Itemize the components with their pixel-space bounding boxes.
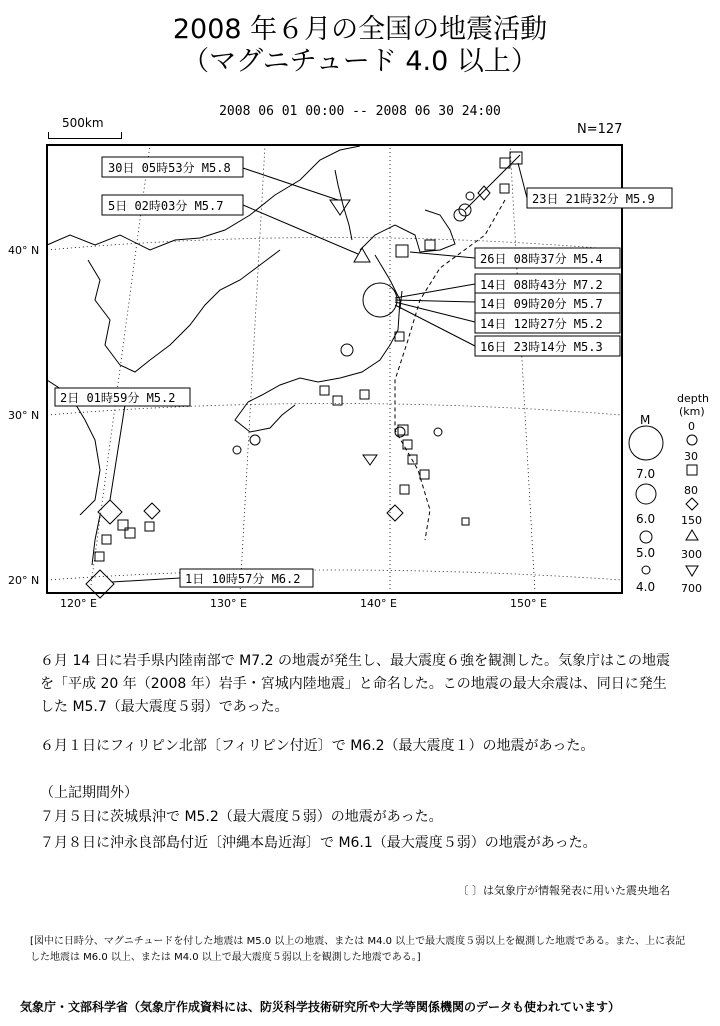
epicenter — [341, 344, 353, 356]
leader-line — [518, 163, 527, 198]
epicenter-square — [145, 522, 154, 531]
page-title: 2008 年６月の全国の地震活動 — [172, 14, 548, 45]
epicenter-square — [102, 535, 111, 544]
legend-inverted-triangle — [686, 566, 698, 576]
event-count: N=127 — [577, 122, 623, 137]
legend-depth-title: depth — [677, 392, 710, 405]
leader-line — [110, 405, 125, 500]
legend-depth-value: 300 — [681, 548, 702, 561]
epicenter-m72 — [363, 283, 397, 317]
legend-triangle — [686, 530, 698, 540]
page-subtitle: （マグニチュード 4.0 以上） — [182, 46, 538, 77]
legend-m-value: 6.0 — [636, 512, 656, 526]
legend-m-value: 4.0 — [636, 580, 656, 594]
epicenter — [466, 192, 474, 200]
callout-label: 16日 23時14分 M5.3 — [480, 340, 603, 354]
coast-kyushu — [235, 402, 295, 432]
lon-label: 120° E — [60, 597, 97, 610]
legend-depth-value: 80 — [684, 484, 698, 497]
coast-korea-east — [150, 250, 280, 360]
scale-label: 500km — [62, 116, 104, 130]
coast-honshu — [248, 255, 400, 402]
coast-kurils — [465, 155, 520, 210]
epicenter-diamond — [144, 503, 160, 519]
epicenter-diamond — [387, 505, 403, 521]
lat-label: 30° N — [8, 409, 40, 422]
lon-label: 140° E — [360, 597, 397, 610]
legend-diamond — [686, 498, 698, 510]
paragraph-okinoerabu: ７月８日に沖永良部島付近〔沖縄本島近海〕で M6.1（最大震度５弱）の地震があった。 — [40, 835, 597, 851]
legend-m7-circle — [629, 426, 663, 460]
epicenter-square — [400, 485, 409, 494]
callout-label: 1日 10時57分 M6.2 — [185, 572, 301, 586]
epicenter-square — [462, 518, 469, 525]
coast-taiwan — [92, 515, 100, 565]
callout-label: 30日 05時53分 M5.8 — [108, 161, 231, 175]
epicenter — [233, 446, 241, 454]
callout-label: 2日 01時59分 M5.2 — [60, 391, 176, 405]
legend-m6-circle — [636, 484, 656, 504]
leader-line — [395, 300, 475, 302]
legend-shallow-circle — [687, 435, 697, 445]
epicenter-square — [403, 440, 412, 449]
epicenter — [454, 209, 466, 221]
paragraph-outside-period: （上記期間外） — [40, 785, 138, 801]
epicenter-map — [0, 130, 720, 610]
coast-korea-west — [88, 260, 150, 372]
epicenter-square — [95, 552, 104, 561]
magnitude-legend — [629, 413, 663, 594]
callout-label: 14日 09時20分 M5.7 — [480, 297, 603, 311]
legend-depth-value: 150 — [681, 514, 702, 527]
callout-label: 14日 12時27分 M5.2 — [480, 317, 603, 331]
legend-depth-value: 30 — [684, 450, 698, 463]
credit-line: 気象庁・文部科学省（気象庁作成資料には、防災科学技術研究所や大学等関係機関のデータも使われています） — [20, 1000, 621, 1014]
epicenter-square — [398, 425, 408, 435]
leader-line — [410, 252, 475, 258]
epicenter-square — [333, 396, 342, 405]
epicenter-square — [396, 245, 408, 257]
epicenter-square — [320, 386, 329, 395]
epicenter-diamond — [478, 186, 490, 200]
lat-label: 40° N — [8, 244, 40, 257]
epicenter-square — [510, 152, 522, 164]
legend-m-value: 7.0 — [636, 467, 656, 481]
legend-m5-circle — [640, 531, 652, 543]
epicenter-square — [500, 184, 509, 193]
leader-line — [243, 168, 338, 200]
legend-m-title: M — [640, 413, 651, 427]
epicenter-square — [420, 470, 429, 479]
legend-depth-value: 0 — [688, 420, 695, 433]
lon-line-150 — [510, 145, 535, 593]
legend-depth-value: 700 — [681, 582, 702, 595]
epicenter-triangle-mid — [354, 248, 370, 262]
epicenter — [434, 428, 442, 436]
legend-depth-unit: (km) — [679, 405, 705, 418]
lon-line-130 — [240, 145, 265, 593]
callout-label: 5日 02時03分 M5.7 — [108, 199, 224, 213]
epicenter-triangle — [363, 455, 377, 465]
lon-label: 130° E — [210, 597, 247, 610]
footnote: [図中に日時分、マグニチュードを付した地震は M5.0 以上の地震、または M4.0 以上で最大震度５弱以上を観測した地震である。また、上に表記した地震は M6.0 以上、または M4.0 以上で最大震度５弱以上を観測した地震である。] — [30, 936, 686, 963]
leader-line — [395, 302, 475, 322]
epicenter — [250, 435, 260, 445]
paragraph-main: ６月 14 日に岩手県内陸南部で M7.2 の地震が発生し、最大震度６強を観測した。気象庁はこの地震を「平成 20 年（2008 年）岩手・宮城内陸地震」と命名した。この地震の最大余震は、同日に発生した M5.7（最大震度５弱）であった。 — [40, 653, 670, 715]
epicenter-name-note: 〔 〕は気象庁が情報発表に用いた震央地名 — [457, 884, 670, 897]
callout-label: 26日 08時37分 M5.4 — [480, 252, 603, 266]
epicenter-triangle-deep — [330, 200, 350, 215]
callout-label: 23日 21時32分 M5.9 — [532, 192, 655, 206]
lon-label: 150° E — [510, 597, 547, 610]
leader-line — [395, 284, 475, 298]
paragraph-ibaraki: ７月５日に茨城県沖で M5.2（最大震度５弱）の地震があった。 — [40, 809, 443, 825]
lat-line-20 — [47, 570, 622, 580]
epicenter-square — [360, 390, 369, 399]
coast-sakhalin — [335, 170, 352, 240]
legend-m4-circle — [642, 566, 650, 574]
depth-legend — [677, 392, 709, 595]
epicenter-square — [425, 240, 435, 250]
legend-m-value: 5.0 — [636, 546, 656, 560]
leader-line — [112, 578, 180, 582]
callout-label: 14日 08時43分 M7.2 — [480, 278, 603, 292]
epicenters — [86, 152, 522, 598]
lat-label: 20° N — [8, 574, 40, 587]
paragraph-philippines: ６月１日にフィリピン北部〔フィリピン付近〕で M6.2（最大震度１）の地震があった。 — [40, 738, 595, 754]
leader-lines — [110, 163, 527, 582]
legend-square — [687, 465, 697, 475]
leader-line — [395, 305, 475, 346]
period-label: 2008 06 01 00:00 -- 2008 06 30 24:00 — [219, 104, 501, 119]
